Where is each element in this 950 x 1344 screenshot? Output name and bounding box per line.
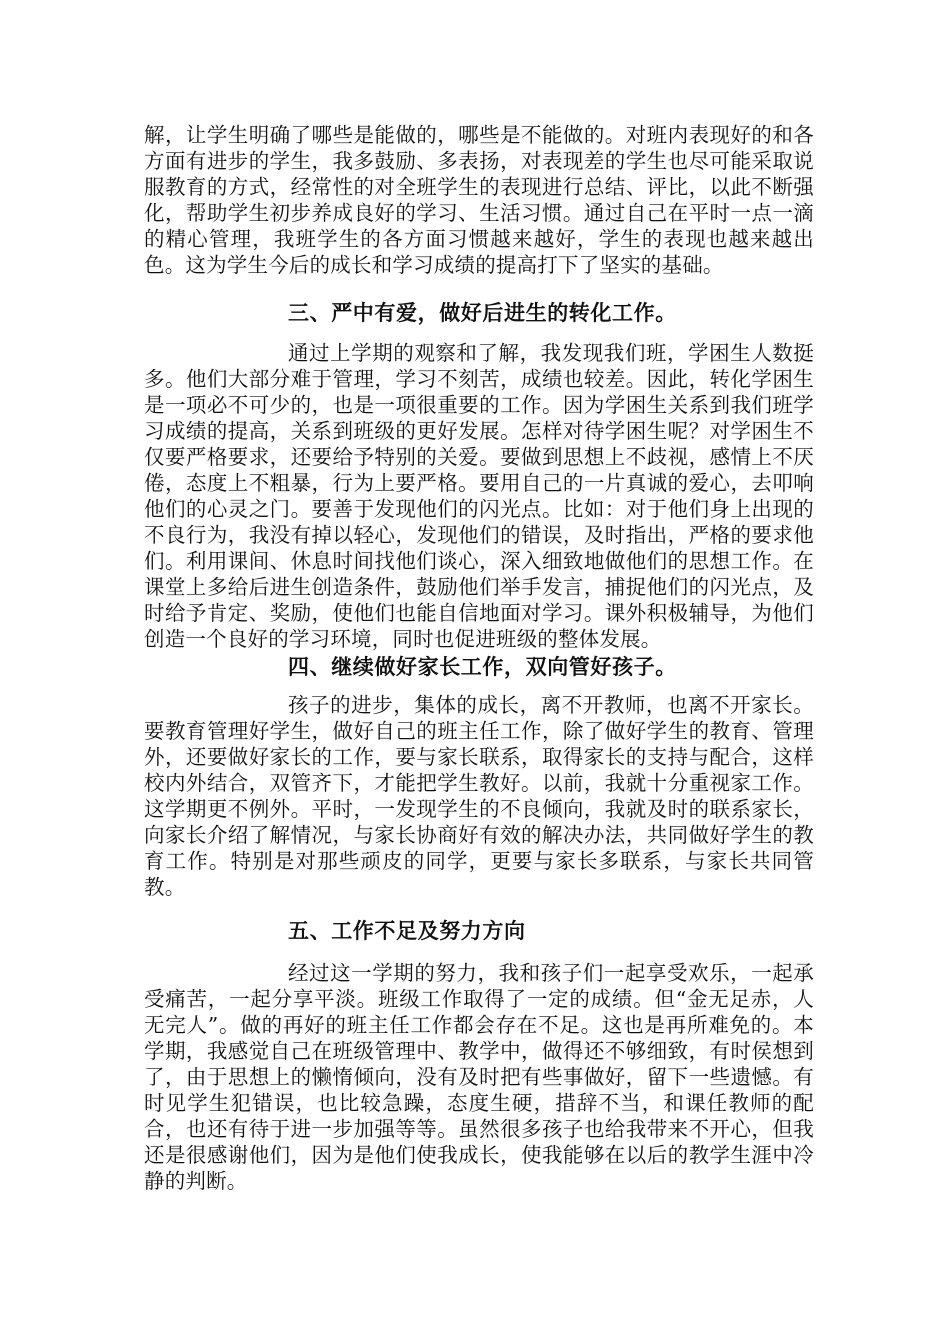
section-5-paragraph: 经过这一学期的努力，我和孩子们一起享受欢乐，一起承受痛苦，一起分享平淡。班级工作取得了一定的成绩。但“金无足赤，人无完人”。做的再好的班主任工作都会存在不足。这也是再所难免的。本学期，我感觉自己在班级管理中、教学中，做得还不够细致，有时侯想到了，由于思想上的懒惰倾向，没有及时把有些事做好，留下一些遗憾。有时见学生犯错误，也比较急躁，态度生硬，措辞不当，和课任教师的配合，也还有待于进一步加强等等。虽然很多孩子也给我带来不开心，但我还是很感谢他们，因为是他们使我成长，使我能够在以后的教学生涯中冷静的判断。 xyxy=(144,961,814,1193)
section-5-heading: 五、工作不足及努力方向 xyxy=(288,918,526,943)
intro-paragraph: 解，让学生明确了哪些是能做的，哪些是不能做的。对班内表现好的和各方面有进步的学生，我多鼓励、多表扬，对表现差的学生也尽可能采取说服教育的方式，经常性的对全班学生的表现进行总结、评比，以此不断强化，帮助学生初步养成良好的学习、生活习惯。通过自己在平时一点一滴的精心管理，我班学生的各方面习惯越来越好，学生的表现也越来越出色。这为学生今后的成长和学习成绩的提高打下了坚实的基础。 xyxy=(144,123,814,277)
section-3-heading: 三、严中有爱，做好后进生的转化工作。 xyxy=(288,300,677,325)
section-4-paragraph: 孩子的进步，集体的成长，离不开教师，也离不开家长。要教育管理好学生，做好自己的班主任工作，除了做好学生的教育、管理外，还要做好家长的工作，要与家长联系，取得家长的支持与配合，这样校内外结合，双管齐下，才能把学生教好。以前，我就十分重视家工作。这学期更不例外。平时，一发现学生的不良倾向，我就及时的联系家长，向家长介绍了解情况，与家长协商好有效的解决办法，共同做好学生的教育工作。特别是对那些顽皮的同学，更要与家长多联系，与家长共同管教。 xyxy=(144,693,814,899)
document-page xyxy=(144,122,814,1194)
section-4-heading: 四、继续做好家长工作，双向管好孩子。 xyxy=(288,654,677,679)
section-3-paragraph: 通过上学期的观察和了解，我发现我们班，学困生人数挺多。他们大部分难于管理，学习不刻苦，成绩也较差。因此，转化学困生是一项必不可少的，也是一项很重要的工作。因为学困生关系到我们班学习成绩的提高，关系到班级的更好发展。怎样对待学困生呢？对学困生不仅要严格要求，还要给予特别的关爱。要做到思想上不歧视，感情上不厌倦，态度上不粗暴，行为上要严格。要用自己的一片真诚的爱心，去叩响他们的心灵之门。要善于发现他们的闪光点。比如：对于他们身上出现的不良行为，我没有掉以轻心，发现他们的错误，及时指出，严格的要求他们。利用课间、休息时间找他们谈心，深入细致地做他们的思想工作。在课堂上多给后进生创造条件，鼓励他们举手发言，捕捉他们的闪光点，及时给予肯定、奖励，使他们也能自信地面对学习。课外积极辅导，为他们创造一个良好的学习环境，同时也促进班级的整体发展。 xyxy=(144,341,814,651)
